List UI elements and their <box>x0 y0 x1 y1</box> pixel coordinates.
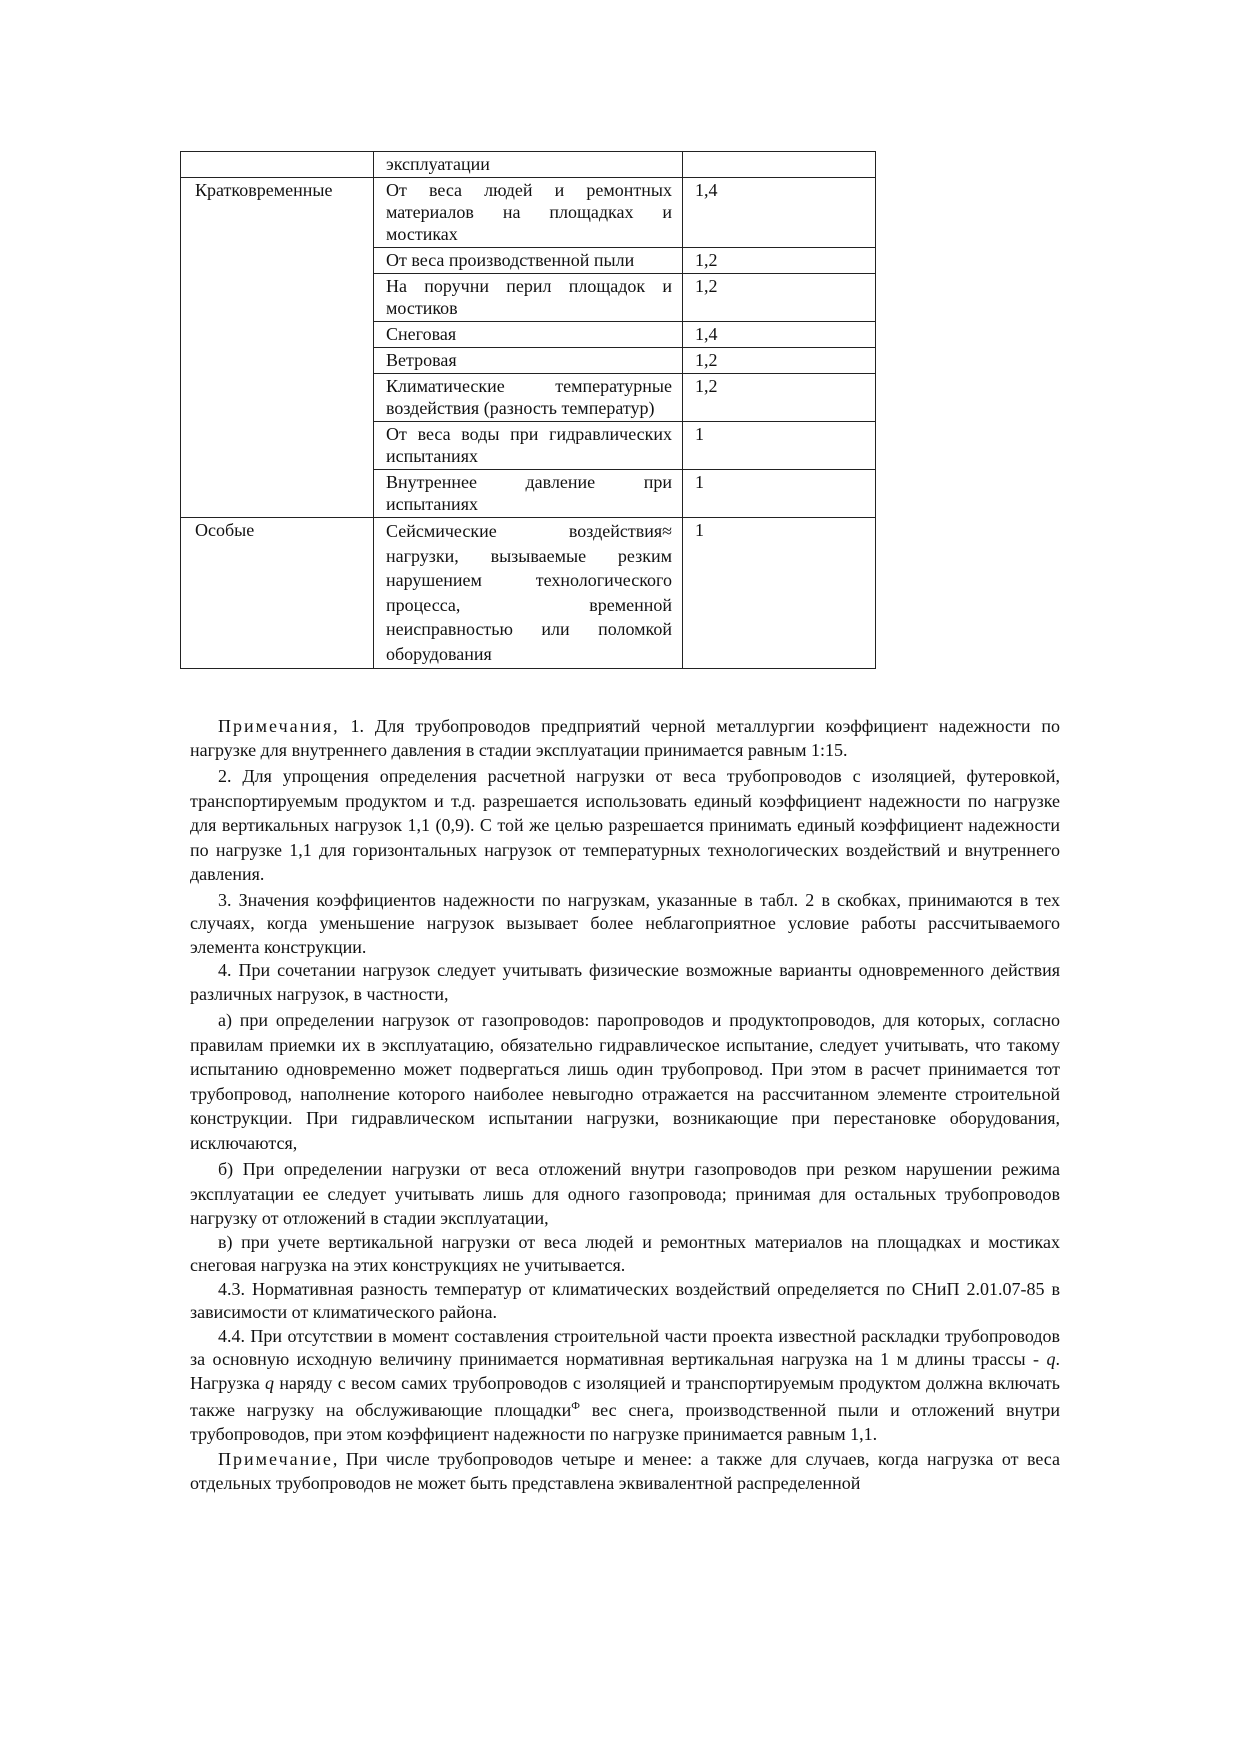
table-row <box>181 374 876 422</box>
load-type-cell: На поручни перил площадок и мостиков <box>374 274 683 322</box>
table-row <box>181 348 876 374</box>
load-category-cell: Кратковременные <box>181 178 374 248</box>
paragraph-4-4 <box>190 1325 1060 1447</box>
final-note-label: Примечание <box>218 1449 333 1469</box>
load-type-cell: эксплуатации <box>374 152 683 178</box>
coefficient-cell: 1,4 <box>683 178 876 248</box>
load-type-cell: От веса воды при гидравлических испытаниях <box>374 422 683 470</box>
final-note <box>190 1448 1060 1495</box>
table-row <box>181 248 876 274</box>
coefficient-cell: 1,2 <box>683 248 876 274</box>
note-4: 4. При сочетании нагрузок следует учитывать физические возможные варианты одновременного действия различных нагрузок, в частности, <box>190 960 1060 1004</box>
note-1-text: 1. Для трубопроводов предприятий черной металлургии коэффициент надежности по нагрузке для внутреннего давления в стадии эксплуатации принимается равным 1:15. <box>190 716 1060 760</box>
table-row <box>181 274 876 322</box>
load-category-cell <box>181 470 374 518</box>
superscript-mark: Ф <box>571 1400 580 1412</box>
paragraph-4-4-text: вес снега, производственной пыли и отложений внутри трубопроводов, при этом коэффициент надежности по нагрузке принимается равным 1,1. <box>190 1400 1060 1444</box>
table-row <box>181 322 876 348</box>
load-type-cell: Внутреннее давление при испытаниях <box>374 470 683 518</box>
note-4c: в) при учете вертикальной нагрузки от веса людей и ремонтных материалов на площадках и мостиках снеговая нагрузка на этих конструкциях не учитывается. <box>190 1231 1060 1275</box>
paragraph-4-4-text: наряду с весом самих трубопроводов с изоляцией и транспортируемым продуктом должна включать также нагрузку на обслуживающие площадки <box>190 1372 1060 1420</box>
load-type-cell: От веса производственной пыли <box>374 248 683 274</box>
coefficient-cell <box>683 152 876 178</box>
note-4a: а) при определении нагрузок от газопроводов: паропроводов и продуктопроводов, для которых, согласно правилам приемки их в эксплуатацию, обязательно гидравлическое испытание, следует учитывать, что такому испытанию одновременно может подвергаться лишь один трубопровод. При этом в расчет принимается тот трубопровод, наполнение которого наиболее невыгодно отражается на рассчитанном элементе строительной конструкции. При гидравлическом испытании нагрузки, возникающие при перестановке оборудования, исключаются, <box>190 1010 1060 1153</box>
paragraph-4-4-text: 4.4. При отсутствии в момент составления строительной части проекта известной раскладки трубопроводов за основную исходную величину принимается нормативная вертикальная нагрузка на 1 м длины трассы - <box>190 1325 1060 1369</box>
load-category-cell <box>181 348 374 374</box>
table-row <box>181 470 876 518</box>
load-type-cell: Сейсмические воздействия≈ нагрузки, вызываемые резким нарушением технологического процесса, временной неисправностью или поломкой оборудования <box>374 518 683 669</box>
load-symbol-q: q <box>265 1372 275 1393</box>
table-row <box>181 152 876 178</box>
paragraph-4-3: 4.3. Нормативная разность температур от климатических воздействий определяется по СНиП 2.01.07-85 в зависимости от климатического района. <box>190 1278 1060 1322</box>
table-row <box>181 518 876 669</box>
coefficient-cell: 1 <box>683 470 876 518</box>
table-row <box>181 178 876 248</box>
coefficient-cell: 1,2 <box>683 374 876 422</box>
note-4b: б) При определении нагрузки от веса отложений внутри газопроводов при резком нарушении режима эксплуатации ее следует учитывать лишь для одного газопровода; принимая для остальных трубопроводов нагрузку от отложений в стадии эксплуатации, <box>190 1159 1060 1228</box>
load-type-cell: От веса людей и ремонтных материалов на площадках и мостиках <box>374 178 683 248</box>
load-category-cell <box>181 422 374 470</box>
load-category-cell <box>181 374 374 422</box>
load-type-cell: Ветровая <box>374 348 683 374</box>
coefficient-cell: 1 <box>683 518 876 669</box>
coefficient-cell: 1,2 <box>683 274 876 322</box>
load-category-cell <box>181 152 374 178</box>
load-category-cell: Особые <box>181 518 374 669</box>
coefficient-cell: 1,2 <box>683 348 876 374</box>
load-coefficients-table <box>180 151 876 669</box>
notes-section <box>190 715 1060 1495</box>
load-category-cell <box>181 248 374 274</box>
note-3: 3. Значения коэффициентов надежности по нагрузкам, указанные в табл. 2 в скобках, принимаются в тех случаях, когда уменьшение нагрузок вызывает более неблагоприятное условие работы рассчитываемого элемента конструкции. <box>190 889 1060 957</box>
load-category-cell <box>181 322 374 348</box>
final-note-text: , При числе трубопроводов четыре и менее: а также для случаев, когда нагрузка от веса отдельных трубопроводов не может быть представлена эквивалентной распределенной <box>190 1449 1060 1493</box>
load-type-cell: Снеговая <box>374 322 683 348</box>
coefficient-cell: 1,4 <box>683 322 876 348</box>
load-symbol-q: q <box>1046 1349 1056 1369</box>
table-row <box>181 422 876 470</box>
paragraph-4-4-text: . Нагрузка <box>190 1349 1060 1393</box>
load-type-cell: Климатические температурные воздействия (разность температур) <box>374 374 683 422</box>
coefficient-cell: 1 <box>683 422 876 470</box>
notes-label: Примечания, <box>218 716 340 736</box>
load-category-cell <box>181 274 374 322</box>
note-1 <box>190 715 1060 762</box>
note-2: 2. Для упрощения определения расчетной нагрузки от веса трубопроводов с изоляцией, футеровкой, транспортируемым продуктом и т.д. разрешается использовать единый коэффициент надежности по нагрузке для вертикальных нагрузок 1,1 (0,9). С той же целью разрешается принимать единый коэффициент надежности по нагрузке 1,1 для горизонтальных нагрузок от температурных технологических воздействий и внутреннего давления. <box>190 766 1060 884</box>
